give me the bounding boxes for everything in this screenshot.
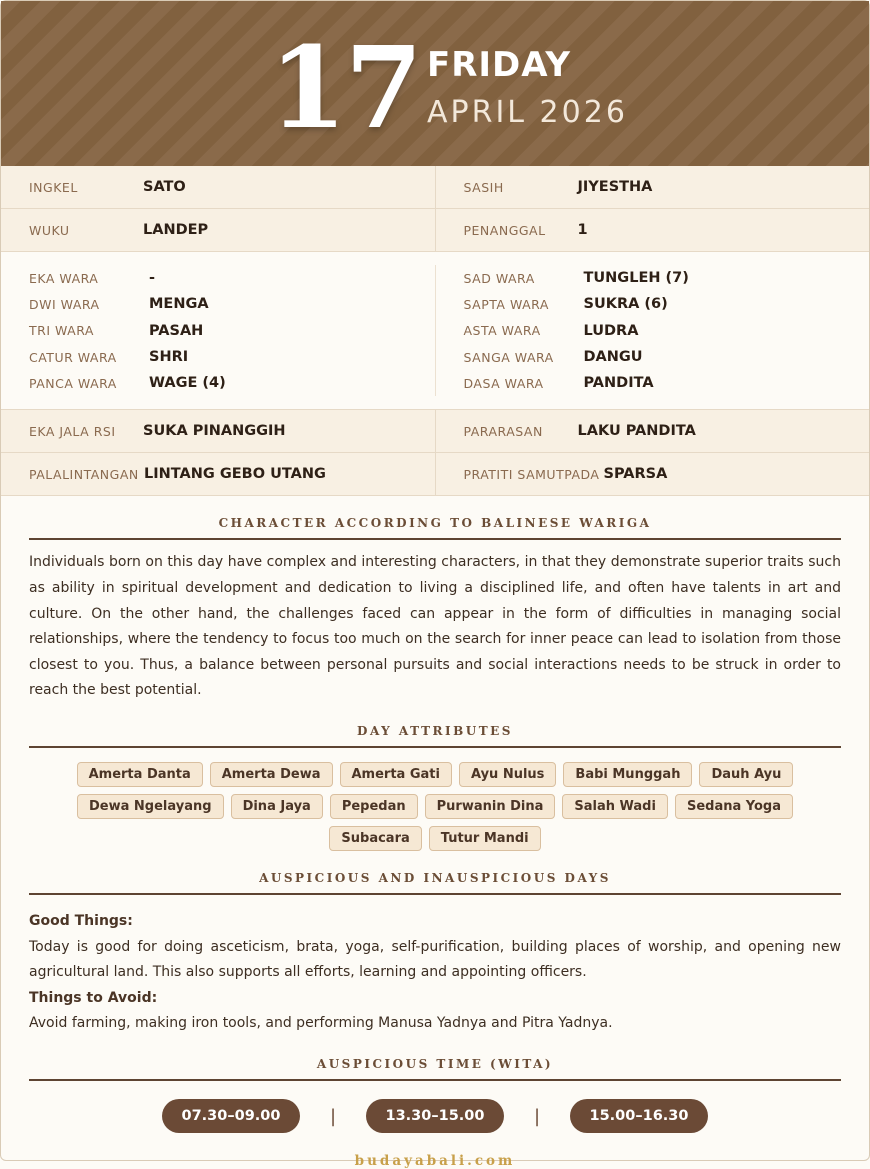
attribute-tag: Sedana Yoga bbox=[675, 794, 793, 819]
info-row-ingkel bbox=[1, 166, 869, 209]
info-cell-pratiti-samutpada bbox=[435, 453, 870, 495]
wara-label: TRI WARA bbox=[29, 323, 94, 339]
info-value: SUKA PINANGGIH bbox=[143, 423, 286, 440]
wara-row bbox=[29, 265, 435, 291]
wara-value: WAGE (4) bbox=[149, 375, 226, 392]
wara-label: DASA WARA bbox=[463, 375, 544, 391]
info-value: 1 bbox=[577, 222, 588, 238]
time-slot: 07.30–09.00 bbox=[162, 1099, 300, 1133]
good-text: Today is good for doing asceticism, brata, yoga, self-purification, building places of worship, and opening new agricultural land. This also supports all efforts, learning and appointing officers. bbox=[29, 938, 841, 981]
attribute-tag: Subacara bbox=[329, 826, 421, 851]
attribute-tag: Babi Munggah bbox=[563, 762, 692, 787]
character-text: Individuals born on this day have complex and interesting characters, in that they demonstrate superior traits such as ability in spiritual development and dedication to living a disciplined life, and often have talents in art and culture. On the other hand, the challenges faced can appear in the form of difficulties in managing social relationships, where the tendency to focus too much on the search for inner peace can lead to isolation from those closest to you. Thus, a balance between personal pursuits and social interactions needs to be struck in order to reach the best potential. bbox=[29, 554, 841, 699]
days-content bbox=[29, 909, 841, 1037]
wara-value: SHRI bbox=[149, 349, 189, 366]
attribute-tag: Dewa Ngelayang bbox=[77, 794, 224, 819]
attribute-tag: Pepedan bbox=[330, 794, 418, 819]
wara-row bbox=[464, 265, 870, 291]
info-cell-pararasan bbox=[435, 410, 870, 452]
wara-label: SANGA WARA bbox=[463, 349, 554, 365]
wara-row bbox=[464, 318, 870, 344]
info-row-wuku bbox=[1, 209, 869, 252]
avoid-text: Avoid farming, making iron tools, and performing Manusa Yadnya and Pitra Yadnya. bbox=[29, 1015, 613, 1032]
info-label: SASIH bbox=[463, 179, 504, 195]
info-value: SPARSA bbox=[603, 466, 668, 483]
info-cell-wuku bbox=[1, 209, 435, 251]
info-label: EKA JALA RSI bbox=[29, 423, 116, 439]
wara-grid bbox=[1, 252, 869, 410]
site-footer: budayabali.com bbox=[354, 1153, 516, 1169]
attribute-tag: Amerta Danta bbox=[77, 762, 203, 787]
character-title: CHARACTER ACCORDING TO BALINESE WARIGA bbox=[29, 516, 841, 540]
info-cell-penanggal bbox=[435, 209, 870, 251]
attribute-tag: Amerta Dewa bbox=[210, 762, 333, 787]
attribute-tag: Salah Wadi bbox=[562, 794, 668, 819]
wara-row bbox=[464, 291, 870, 317]
info-value: LANDEP bbox=[143, 222, 209, 238]
info-cell-eka-jala-rsi bbox=[1, 410, 435, 452]
month-year: APRIL 2026 bbox=[427, 95, 628, 130]
info-label: PENANGGAL bbox=[463, 222, 546, 238]
info-cell-palalintangan bbox=[1, 453, 435, 495]
time-separator: | bbox=[329, 1105, 337, 1127]
attribute-tag: Purwanin Dina bbox=[425, 794, 556, 819]
wara-row bbox=[29, 291, 435, 317]
avoid-heading: Things to Avoid: bbox=[29, 989, 158, 1006]
attribute-tag: Dina Jaya bbox=[231, 794, 323, 819]
info-row-eka-jala-rsi bbox=[1, 410, 869, 453]
info-cell-ingkel bbox=[1, 166, 435, 208]
time-slot: 15.00–16.30 bbox=[570, 1099, 708, 1133]
wara-row bbox=[29, 318, 435, 344]
time-slot: 13.30–15.00 bbox=[366, 1099, 504, 1133]
good-heading: Good Things: bbox=[29, 913, 133, 930]
weekday: FRIDAY bbox=[427, 45, 571, 85]
wara-label: SAD WARA bbox=[463, 270, 535, 286]
wara-column-right bbox=[435, 265, 870, 396]
wara-value: - bbox=[149, 270, 156, 287]
wara-row bbox=[29, 344, 435, 370]
info-value: SATO bbox=[143, 179, 186, 195]
wara-label: ASTA WARA bbox=[463, 323, 541, 339]
wara-row bbox=[464, 370, 870, 396]
wara-label: PANCA WARA bbox=[29, 375, 117, 391]
attribute-tag: Ayu Nulus bbox=[459, 762, 556, 787]
times-title: AUSPICIOUS TIME (WITA) bbox=[29, 1057, 841, 1081]
day-number: 17 bbox=[269, 23, 421, 154]
wara-value: PANDITA bbox=[583, 375, 654, 392]
attributes-title: DAY ATTRIBUTES bbox=[29, 724, 841, 748]
wara-value: SUKRA (6) bbox=[583, 296, 668, 313]
wara-label: DWI WARA bbox=[29, 296, 100, 312]
wara-column-left bbox=[1, 265, 435, 396]
wara-label: SAPTA WARA bbox=[463, 296, 549, 312]
time-slots bbox=[29, 1099, 841, 1133]
info-cell-sasih bbox=[435, 166, 870, 208]
info-value: LAKU PANDITA bbox=[577, 423, 696, 440]
wara-label: EKA WARA bbox=[29, 270, 99, 286]
attribute-tag: Amerta Gati bbox=[340, 762, 452, 787]
info-label: PALALINTANGAN bbox=[29, 466, 139, 482]
time-separator: | bbox=[533, 1105, 541, 1127]
wara-value: LUDRA bbox=[583, 322, 639, 339]
wara-value: TUNGLEH (7) bbox=[583, 270, 689, 287]
info-label: PRATITI SAMUTPADA bbox=[463, 466, 600, 482]
info-label: PARARASAN bbox=[463, 423, 543, 439]
info-row-palalintangan bbox=[1, 453, 869, 496]
wara-label: CATUR WARA bbox=[29, 349, 117, 365]
attribute-tag: Dauh Ayu bbox=[699, 762, 793, 787]
attribute-tag: Tutur Mandi bbox=[429, 826, 541, 851]
days-title: AUSPICIOUS AND INAUSPICIOUS DAYS bbox=[29, 871, 841, 895]
wara-value: MENGA bbox=[149, 296, 209, 313]
wara-row bbox=[464, 344, 870, 370]
wara-value: DANGU bbox=[583, 349, 643, 366]
info-value: JIYESTHA bbox=[577, 179, 653, 195]
info-value: LINTANG GEBO UTANG bbox=[144, 466, 326, 483]
wara-value: PASAH bbox=[149, 322, 204, 339]
wara-row bbox=[29, 370, 435, 396]
info-label: INGKEL bbox=[29, 179, 78, 195]
attribute-tags bbox=[29, 762, 841, 851]
info-label: WUKU bbox=[29, 222, 70, 238]
date-header bbox=[1, 1, 869, 166]
